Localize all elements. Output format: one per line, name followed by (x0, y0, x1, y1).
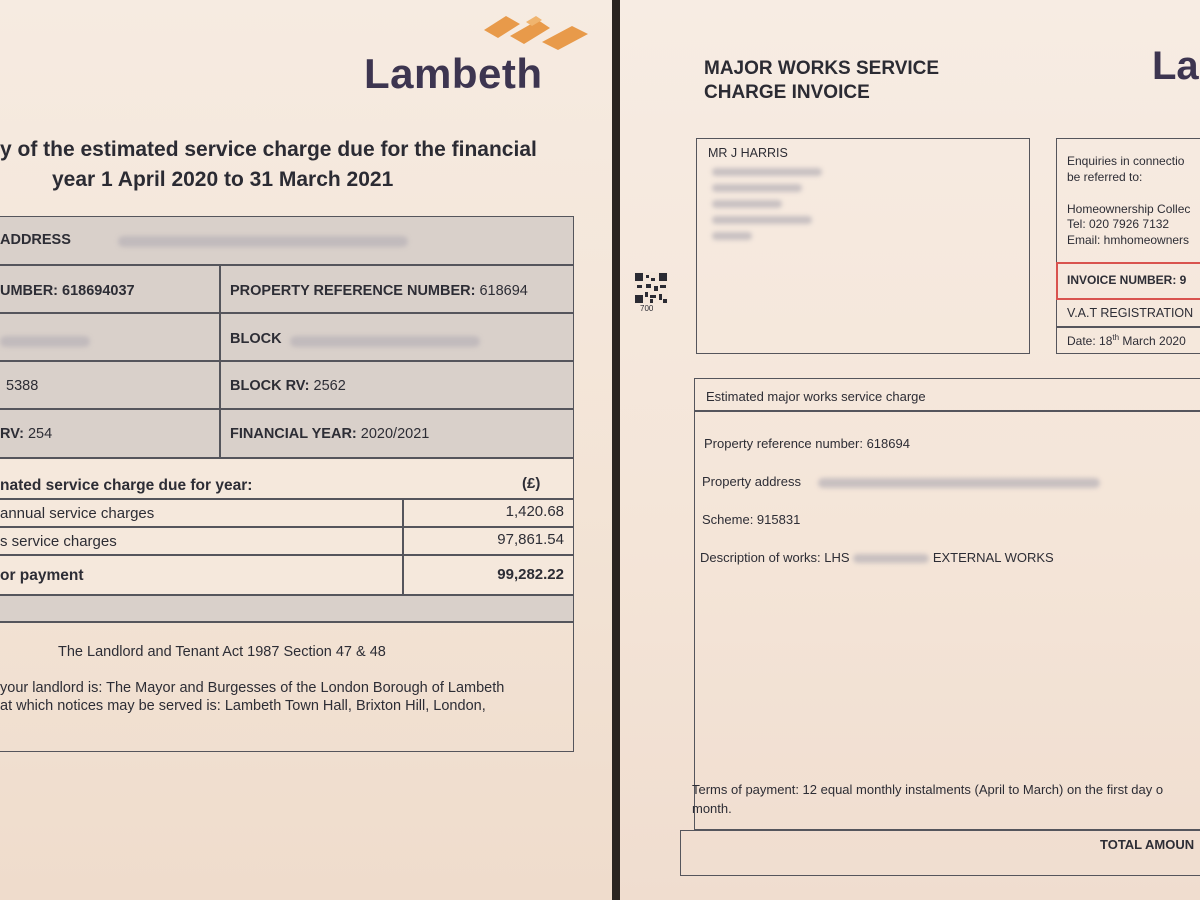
block-label: BLOCK (230, 331, 282, 347)
lambeth-logo-text: Lambeth (364, 50, 543, 97)
total-label: or payment (0, 567, 84, 584)
total-value: 99,282.22 (497, 566, 564, 583)
enquiries-line: be referred to: (1067, 170, 1143, 184)
charge-item-value: 1,420.68 (505, 503, 564, 520)
addressee-name: MR J HARRIS (708, 146, 788, 160)
charge-item-label: s service charges (0, 533, 117, 550)
redacted-address-line (712, 168, 822, 176)
redacted-address-line (712, 232, 752, 240)
charges-header: nated service charge due for year: (0, 477, 253, 494)
redacted-address-line (712, 200, 782, 208)
invoice-date: Date: 18th March 2020 (1067, 333, 1186, 348)
enquiries-department: Homeownership Collec (1067, 202, 1191, 216)
redacted-property-address (818, 478, 1100, 488)
account-number: UMBER: 618694037 (0, 283, 135, 299)
landlord-line: your landlord is: The Mayor and Burgesses of the London Borough of Lambeth (0, 680, 505, 696)
redacted-address-line (712, 184, 802, 192)
qr-code-icon (634, 272, 668, 304)
enquiries-telephone: Tel: 020 7926 7132 (1067, 217, 1170, 231)
qr-code-number: 700 (640, 304, 654, 313)
payment-terms: Terms of payment: 12 equal monthly instalments (April to March) on the first day o (692, 782, 1164, 797)
redacted-address (118, 236, 408, 247)
invoice-title-line1: MAJOR WORKS SERVICE (704, 58, 940, 79)
redacted-block-name (290, 336, 480, 347)
address-label: ADDRESS (0, 232, 71, 248)
payment-terms-continued: month. (692, 801, 732, 816)
estimate-property-reference: Property reference number: 618694 (704, 436, 910, 451)
charge-item-label: annual service charges (0, 505, 155, 522)
document-title-line1: y of the estimated service charge due for the financial (0, 138, 537, 161)
rv-value: RV: 254 (0, 426, 53, 442)
enquiries-line: Enquiries in connectio (1067, 154, 1185, 168)
property-rv: 5388 (6, 378, 39, 394)
estimate-scheme: Scheme: 915831 (702, 512, 801, 527)
property-reference-number: PROPERTY REFERENCE NUMBER: 618694 (230, 283, 528, 299)
notices-address-line: at which notices may be served is: Lambeth Town Hall, Brixton Hill, London, (0, 698, 486, 714)
lambeth-logo-icon (476, 12, 592, 52)
enquiries-email: Email: hmhomeowners (1067, 233, 1190, 247)
block-rv: BLOCK RV: 2562 (230, 378, 346, 394)
redacted-estate-name (0, 336, 90, 347)
estimate-header: Estimated major works service charge (706, 389, 926, 404)
charge-item-value: 97,861.54 (497, 531, 564, 548)
invoice-title-line2: CHARGE INVOICE (704, 82, 870, 103)
estimate-description: Description of works: LHS EXTERNAL WORKS (700, 550, 1054, 565)
vat-registration: V.A.T REGISTRATION (1067, 306, 1194, 320)
invoice-number: INVOICE NUMBER: 9 (1067, 273, 1187, 287)
financial-year: FINANCIAL YEAR: 2020/2021 (230, 426, 430, 442)
estimate-property-address-label: Property address (702, 474, 801, 489)
right-document-page (620, 0, 1200, 900)
total-amount-label: TOTAL AMOUN (1100, 837, 1195, 852)
redacted-scheme-name (853, 554, 929, 563)
redacted-address-line (712, 216, 812, 224)
landlord-act: The Landlord and Tenant Act 1987 Section 47 & 48 (58, 644, 386, 660)
document-title-line2: year 1 April 2020 to 31 March 2021 (52, 168, 394, 191)
currency-header: (£) (522, 475, 541, 492)
lambeth-logo-text: La (1152, 44, 1199, 88)
